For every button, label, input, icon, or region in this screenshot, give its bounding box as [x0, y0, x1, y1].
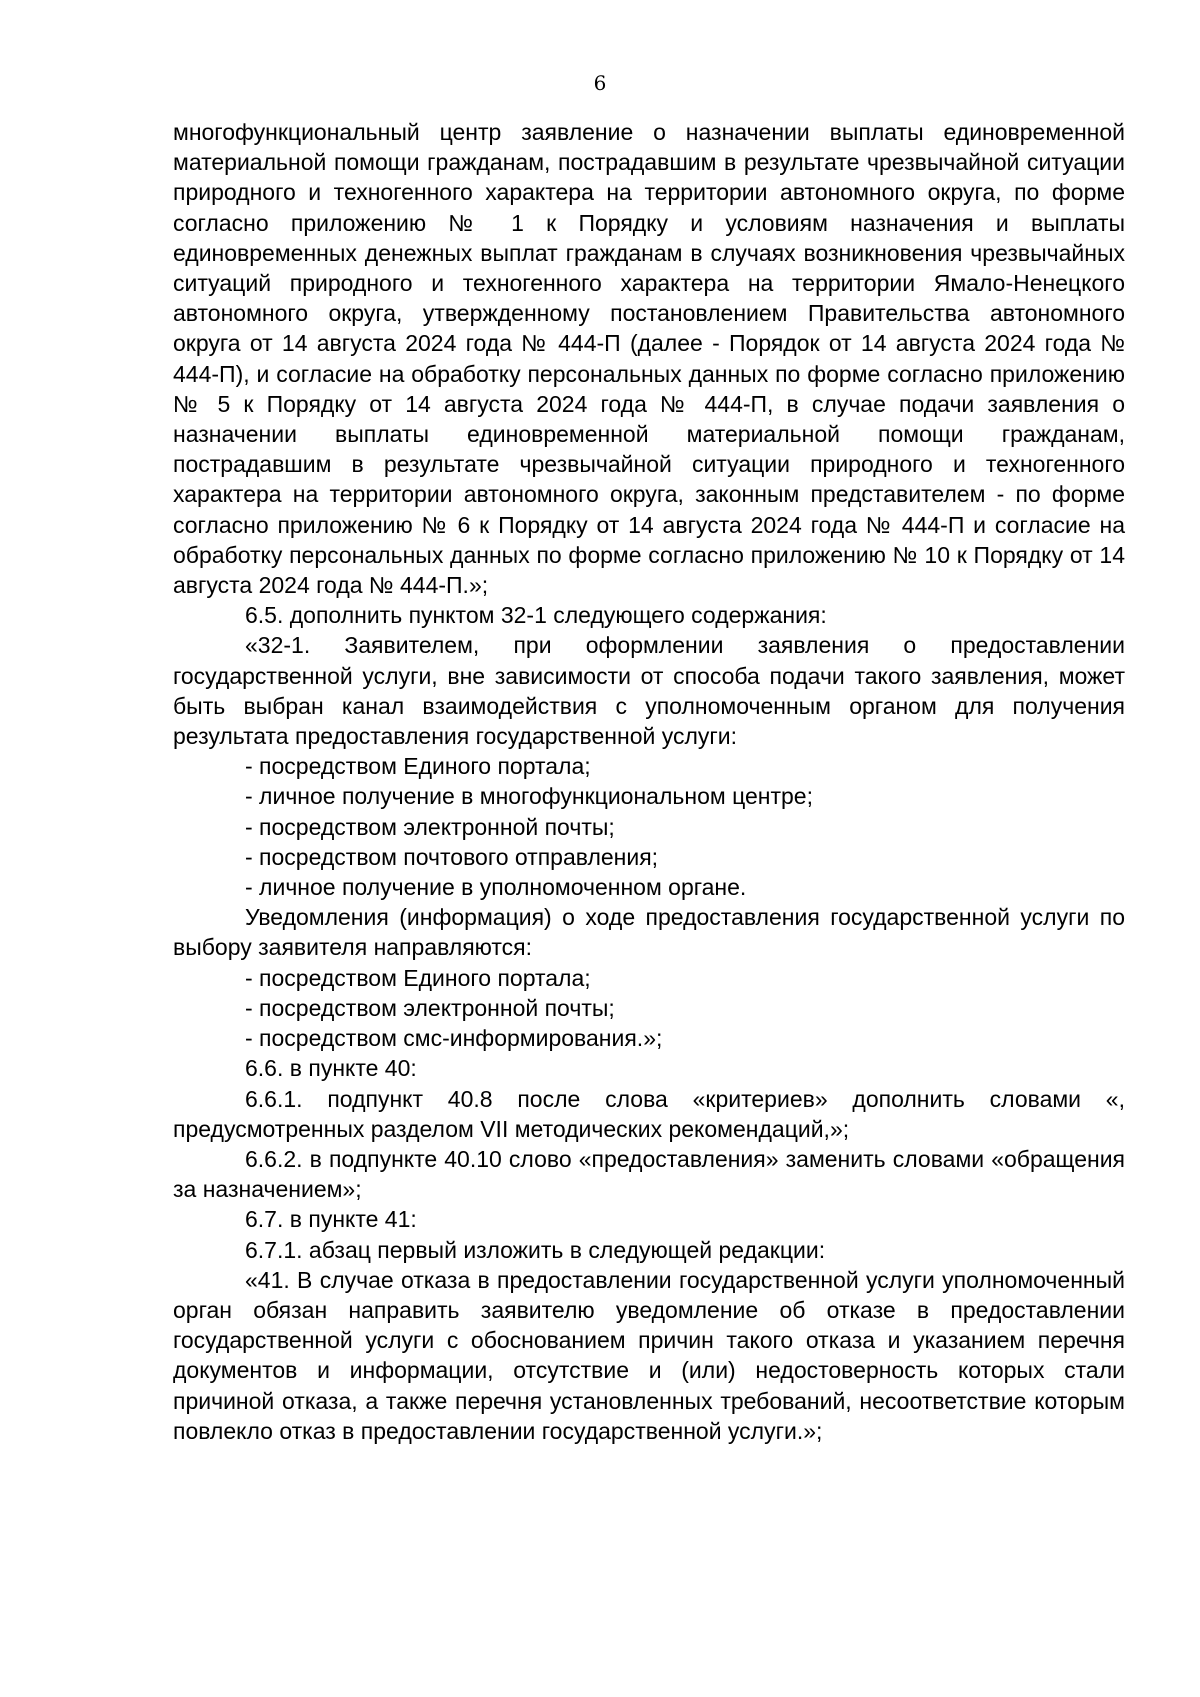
list-item-notification: - посредством смс-информирования.»; — [245, 1025, 663, 1052]
paragraph-6-6: 6.6. в пункте 40: — [245, 1055, 417, 1082]
list-item-channel: - личное получение в уполномоченном органе. — [245, 874, 747, 901]
list-item-notification: - посредством Единого портала; — [245, 964, 591, 991]
paragraph-continued-application: многофункциональный центр заявление о назначении выплаты единовременной материальной помощи гражданам, пострадавшим в результате чрезвычайной ситуации природного и техногенного характера на территории автономного округа, по форме согласно приложению № 1 к Порядку и условиям назначения и выплаты единовременных денежных выплат гражданам в случаях возникновения чрезвычайных ситуаций природного и техногенного характера на территории Ямало-Ненецкого автономного округа, утвержденному постановлением Правительства автономного округа от 14 августа 2024 года № 444-П (далее - Порядок от 14 августа 2024 года № 444-П), и согласие на обработку персональных данных по форме согласно приложению № 5 к Порядку от 14 августа 2024 года № 444-П, в случае подачи заявления о назначении выплаты единовременной материальной помощи гражданам, пострадавшим в результате чрезвычайной ситуации природного и техногенного характера на территории автономного округа, законным представителем - по форме согласно приложению № 6 к Порядку от 14 августа 2024 года № 444-П и согласие на обработку персональных данных по форме согласно приложению № 10 к Порядку от 14 августа 2024 года № 444-П.»; — [173, 119, 1125, 599]
document-body — [173, 117, 1125, 1446]
list-item-channel: - посредством Единого портала; — [245, 753, 591, 780]
list-item-notification: - посредством электронной почты; — [245, 994, 615, 1021]
paragraph-notifications: Уведомления (информация) о ходе предоставления государственной услуги по выбору заявителя направляются: — [173, 904, 1125, 961]
list-item-channel: - посредством почтового отправления; — [245, 843, 659, 870]
paragraph-6-7-1: 6.7.1. абзац первый изложить в следующей редакции: — [245, 1236, 826, 1263]
list-item-channel: - посредством электронной почты; — [245, 813, 615, 840]
paragraph-6-7: 6.7. в пункте 41: — [245, 1206, 417, 1233]
paragraph-6-6-2: 6.6.2. в подпункте 40.10 слово «предоставления» заменить словами «обращения за назначением»; — [173, 1145, 1125, 1203]
paragraph-32-1: «32-1. Заявителем, при оформлении заявления о предоставлении государственной услуги, вне зависимости от способа подачи такого заявления, может быть выбран канал взаимодействия с уполномоченным органом для получения результата предоставления государственной услуги: — [173, 632, 1125, 750]
list-item-channel: - личное получение в многофункциональном центре; — [245, 783, 813, 810]
page-number: 6 — [593, 71, 607, 95]
paragraph-6-6-1: 6.6.1. подпункт 40.8 после слова «критериев» дополнить словами «, предусмотренных разделом VII методических рекомендаций,»; — [173, 1085, 1125, 1142]
paragraph-6-5: 6.5. дополнить пунктом 32-1 следующего содержания: — [245, 602, 827, 629]
paragraph-41: «41. В случае отказа в предоставлении государственной услуги уполномоченный орган обязан направить заявителю уведомление об отказе в предоставлении государственной услуги с обоснованием причин такого отказа и указанием перечня документов и информации, отсутствие и (или) недостоверность которых стали причиной отказа, а также перечня установленных требований, несоответствие которым повлекло отказ в предоставлении государственной услуги.»; — [173, 1266, 1125, 1444]
